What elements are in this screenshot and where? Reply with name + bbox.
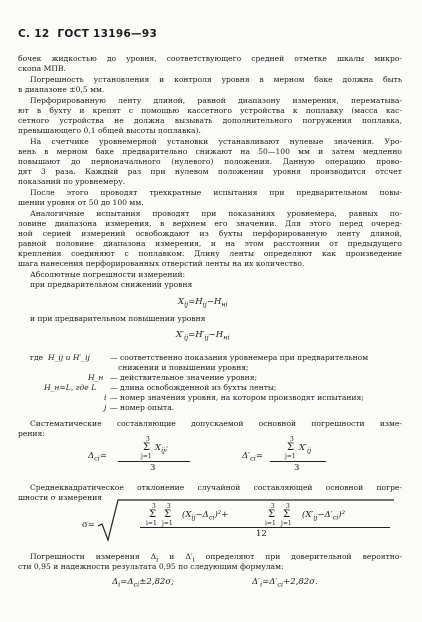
text-line: дят 3 раза. Каждый раз при нулевом положении уровня производится отсчет xyxy=(18,167,402,176)
text-line: равной половине диапазона измерения, и на этом расстоянии от предыдущего xyxy=(18,239,402,248)
text-line: На счетчике уровнемерной установки устанавливают нулевые значения. Уро- xyxy=(30,137,402,146)
text-line: шага нанесения перфорированных отверстий ленты на их количество. xyxy=(18,259,305,268)
formula-error-limit-a: $\Delta_i=\Delta_{ci}\pm 2,82\sigma$; xyxy=(112,577,174,589)
text-line: шении уровня от 50 до 100 мм. xyxy=(18,198,144,207)
text-line: Систематические составляющие допускаемой основной погрешности изме- xyxy=(30,419,402,428)
text-line: ной серией измерений освобождают из бухты перфорированную ленту длиной, xyxy=(18,229,402,238)
text-line: крепления соединяют с поплавком. Длину ленты определяют как произведение xyxy=(18,249,402,258)
standard-number: ГОСТ 13196—93 xyxy=(57,28,158,40)
where-text: — номер опыта. xyxy=(110,403,175,412)
text-line: повышают до первоначального (нулевого) положения. Данную операцию прово- xyxy=(18,157,402,166)
formula-absolute-error-increase: $X'_{ij}=H'_{ij}-H_{нi}$ xyxy=(176,330,230,342)
text-line: и при предварительном повышении уровня xyxy=(30,314,206,323)
text-line: Перфорированную ленту длиной, равной диапазону измерения, перематыва- xyxy=(30,96,402,105)
where-symbol: i xyxy=(104,393,107,402)
where-symbol: j xyxy=(104,403,107,412)
text-line: при предварительном снижении уровня xyxy=(30,280,193,289)
where-text: — действительное значение уровня; xyxy=(110,373,258,382)
where-text: — номер значения уровня, на котором производят испытания; xyxy=(110,393,364,402)
where-symbol: H_н=L, где L xyxy=(44,383,97,392)
text-line: показаний по уровнемеру. xyxy=(18,177,126,186)
text-line: Погрешности измерения $\Delta_i$ и $\Delta'_i$ определяют при доверительной вероятно- xyxy=(30,552,402,564)
document-page: С. 12 ГОСТ 13196—93 бочек жидкостью до уровня, соответствующего средней отметке шкалы микро- скопа МПВ. Погрешность установления и контроля уровня в мерном баке должна быть в диапазоне ±0,5 мм. Перфорированную ленту длиной, равной диапазону измерения, перематыва- ют в бухту и крепят с помощью кассетного устройства к поплавку (масса кас- сетного устройства не должна вызывать дополнительного погружения поплавка, превышающего 0,1 общей высоты поплавка). На счетчике уровнемерной установки устанавливают нулевые значения. Уро- вень в мерном баке предварительно снижают на 50—100 мм и затем медленно повышают до первоначального (нулевого) положения. Данную операцию прово- дят 3 раза. Каждый раз при нулевом положении уровня производится отсчет показаний по уровнемеру. После этого проводят трехкратные испытания при предварительном повы- шении уровня от 50 до 100 мм. Аналогичные испытания проводят при показаниях уровнемера, равных по- ловине диапазона измерения, в верхнем его значении. Для этого перед очеред- ной серией измерений освобождают из бухты перфорированную ленту длиной, равной половине диапазона измерения, и на этом расстоянии от предыдущего крепления соединяют с поплавком. Длину ленты определяют как произведение шага нанесения перфорированных отверстий ленты на их количество. Абсолютные погрешности измерений: при предварительном снижении уровня $X_{ij}=H_{ij}-H_{нi}$ и при предварительном повышении уровня $X'_{ij}=H'_{ij}-H_{нi}$ где H_ij и H′_ij — соответственно показания уровнемера при предварительном снижении и повышении уровня; H_н — действительное значение уровня; H_н=L, где L — длина освобожденной из бухты ленты; i — номер значения уровня, на котором производят испытания; j — номер опыта. Систематические составляющие допускаемой основной погрешности изме- рения: $\Delta_{ci}=$ 3 Σ $X_{ij}$; j=1 3 $\Delta'_{ci}=$ 3 Σ $X'_{ij}$ j=1 3 Среднеквадратическое отклонение случайной составляющей основной погре- шности σ измерения σ= 3 3 Σ Σ i=1 j=1 $(X_{ij}-\Delta_{ci})^2+$ 3 3 Σ Σ i=1 j=1 $(X'_{ij}-\Delta'_{ci})^2$ 12 Погрешности измерения $\Delta_i$ и $\Delta'_i$ определяют при доверительной вероятно- сти 0,95 и надежности результата 0,95 по следующим формулам: $\Delta_i=\Delta_{ci}\pm 2,82\sigma$; $\Delta'_i=\Delta'_{ci}+2,82\sigma$. xyxy=(18,28,402,589)
text-line: превышающего 0,1 общей высоты поплавка). xyxy=(18,126,201,135)
page-header xyxy=(18,28,157,40)
formula-absolute-error-decrease: $X_{ij}=H_{ij}-H_{нi}$ xyxy=(178,297,228,309)
text-line: вень в мерном баке предварительно снижают на 50—100 мм и затем медленно xyxy=(18,147,402,156)
where-symbol: H_ij и H′_ij xyxy=(48,353,90,362)
text-line: бочек жидкостью до уровня, соответствующего средней отметке шкалы микро- xyxy=(18,54,402,63)
text-line: Абсолютные погрешности измерений: xyxy=(30,270,186,279)
text-line: Среднеквадратическое отклонение случайной составляющей основной погре- xyxy=(30,483,402,492)
where-text: снижении и повышении уровня; xyxy=(118,363,249,372)
where-text: — соответственно показания уровнемера при предварительном xyxy=(110,353,369,362)
where-text: — длина освобожденной из бухты ленты; xyxy=(110,383,277,392)
text-line: ют в бухту и крепят с помощью кассетного устройства к поплавку (масса кас- xyxy=(18,106,402,115)
text-line: шности σ измерения xyxy=(18,493,103,502)
formula-error-limit-b: $\Delta'_i=\Delta'_{ci}+2,82\sigma$. xyxy=(252,577,318,589)
text-line: После этого проводят трехкратные испытания при предварительном повы- xyxy=(30,188,402,197)
page-number: С. 12 xyxy=(18,28,50,40)
text-line: сти 0,95 и надежности результата 0,95 по следующим формулам: xyxy=(18,562,284,571)
text-line: сетного устройства не должна вызывать дополнительного погружения поплавка, xyxy=(18,116,402,125)
text-line: скопа МПВ. xyxy=(18,64,66,73)
text-line: Погрешность установления и контроля уровня в мерном баке должна быть xyxy=(30,75,402,84)
text-line: рения: xyxy=(18,429,45,438)
text-line: ловине диапазона измерения, в верхнем его значении. Для этого перед очеред- xyxy=(18,219,402,228)
where-intro: где xyxy=(30,353,44,362)
radical-sign xyxy=(96,498,396,542)
text-line: Аналогичные испытания проводят при показаниях уровнемера, равных по- xyxy=(30,209,402,218)
where-symbol: H_н xyxy=(88,373,104,382)
text-line: в диапазоне ±0,5 мм. xyxy=(18,85,105,94)
